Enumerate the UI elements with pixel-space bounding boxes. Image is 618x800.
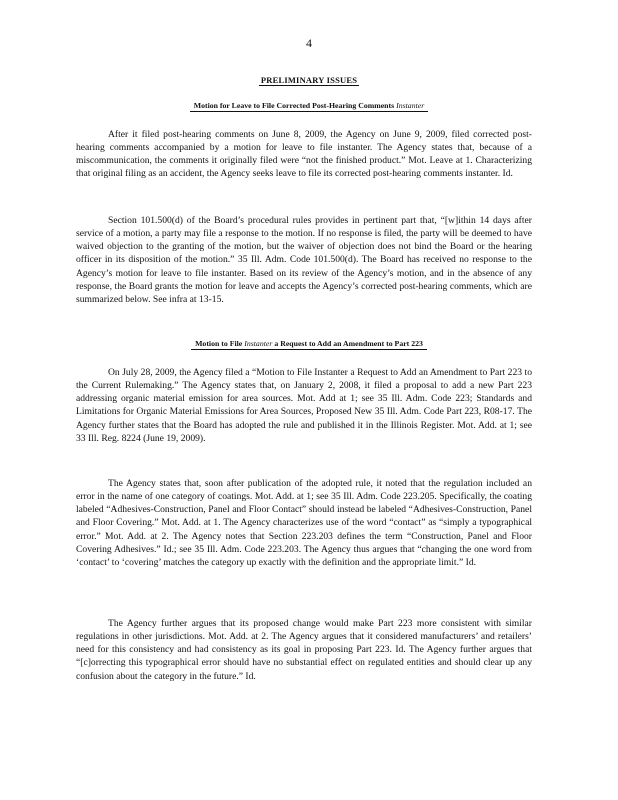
heading-motion-leave xyxy=(0,101,618,110)
paragraph-2: Section 101.500(d) of the Board’s procedural rules provides in pertinent part that, “[w]ithin 14 days after service of a motion, a party may file a response to the motion. If no response is filed, the party will be deemed to have waived objection to the granting of the motion, but the waiver of objection does not bind the Board or the hearing officer in its disposition of the motion.” 35 Ill. Adm. Code 101.500(d). The Board has received no response to the Agency’s motion for leave to file instanter. Based on its review of the Agency’s motion, and in the absence of any response, the Board grants the motion for leave and accepts the Agency’s corrected post-hearing comments, which are summarized below. See infra at 13-15. xyxy=(76,215,532,305)
heading-motion-file-italic: Instanter xyxy=(244,339,273,348)
heading-motion-file-text-b: a Request to Add an Amendment to Part 223 xyxy=(274,339,423,348)
heading-motion-leave-underline xyxy=(190,101,429,112)
heading-motion-leave-italic: Instanter xyxy=(396,101,425,110)
heading-motion-file-text-a: Motion to File xyxy=(195,339,243,348)
paragraph-5: The Agency further argues that its proposed change would make Part 223 more consistent with similar regulations in other jurisdictions. Mot. Add. at 2. The Agency argues that it considered manufacturers’ and retailers’ need for this consistency and had consistency as its goal in proposing Part 223. Id. The Agency further argues that “[c]orrecting this typographical error should have no substantial effect on regulated entities and should clear up any confusion about the category in the future.” Id. xyxy=(76,618,532,682)
heading-motion-leave-text: Motion for Leave to File Corrected Post-Hearing Comments xyxy=(193,101,395,110)
paragraph-1: After it filed post-hearing comments on June 8, 2009, the Agency on June 9, 2009, filed corrected post-hearing comments accompanied by a motion for leave to file instanter. The Agency states that, because of a miscommunication, the comments it originally filed were “not the finished product.” Mot. Leave at 1. Characterizing that original filing as an accident, the Agency seeks leave to file its corrected post-hearing comments instanter. Id. xyxy=(76,129,532,180)
page-number: 4 xyxy=(306,36,312,50)
paragraph-4: The Agency states that, soon after publication of the adopted rule, it noted that the regulation included an error in the name of one category of coatings. Mot. Add. at 1; see 35 Ill. Adm. Code 223.205. Specifically, the coating labeled “Adhesives-Construction, Panel and Floor Contact” should instead be labeled “Adhesives-Construction, Panel and Floor Covering.” Mot. Add. at 1. The Agency characterizes use of the word “contact” as “simply a typographical error.” Mot. Add. at 2. The Agency notes that Section 223.203 defines the term “Construction, Panel and Floor Covering Adhesives.” Id.; see 35 Ill. Adm. Code 223.203. The Agency thus argues that “changing the one word from ‘contact’ to ‘covering’ matches the category up exactly with the definition and the appropriate limit.” Id. xyxy=(76,478,532,568)
section-title-text: PRELIMINARY ISSUES xyxy=(260,75,358,85)
heading-motion-file xyxy=(0,339,618,348)
section-title xyxy=(0,75,618,85)
paragraph-3: On July 28, 2009, the Agency filed a “Motion to File Instanter a Request to Add an Amendment to Part 223 to the Current Rulemaking.” The Agency states that, on January 2, 2008, it filed a proposal to add a new Part 223 addressing organic material emission for area sources. Mot. Add at 1; see 35 Ill. Adm. Code 223; Standards and Limitations for Organic Material Emissions for Area Sources, Proposed New 35 Ill. Adm. Code Part 223, R08-17. The Agency further states that the Board has adopted the rule and published it in the Illinois Register. Mot. Add. at 1; see 33 Ill. Reg. 8224 (June 19, 2009). xyxy=(76,367,532,444)
heading-motion-file-underline xyxy=(191,339,427,350)
